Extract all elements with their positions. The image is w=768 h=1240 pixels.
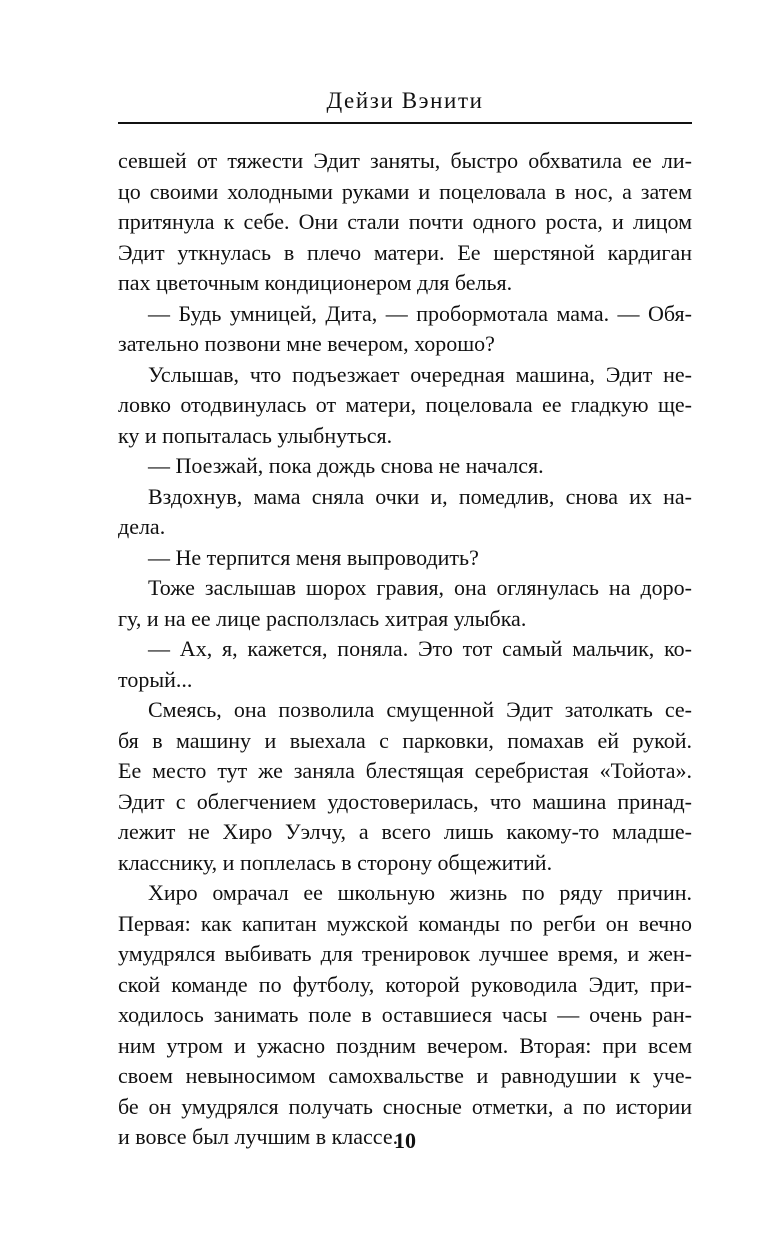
- text-line: — Будь умницей, Дита, — пробормотала мама. — Обя-: [148, 300, 692, 326]
- text-line: торый...: [118, 666, 193, 692]
- text-line: гу, и на ее лице расползлась хитрая улыбка.: [118, 605, 527, 631]
- body-text: [118, 146, 692, 1153]
- page-number: 10: [394, 1128, 416, 1153]
- text-line: Эдит с облегчением удостоверилась, что машина принад-: [118, 788, 692, 814]
- text-line: дела.: [118, 514, 166, 539]
- text-line: пах цветочным кондиционером для белья.: [118, 270, 513, 295]
- text-line: Первая: как капитан мужской команды по регби он вечно: [118, 910, 692, 936]
- text-line: и вовсе был лучшим в классе.: [118, 1124, 399, 1149]
- text-line: ходилось занимать поле в оставшиеся часы — очень ран-: [118, 1002, 692, 1027]
- text-line: цо своими холодными руками и поцеловала в нос, а затем: [118, 178, 692, 204]
- text-line: Услышав, что подъезжает очередная машина, Эдит не-: [148, 361, 692, 387]
- header-rule: [118, 122, 692, 124]
- text-line: Вздохнув, мама сняла очки и, помедлив, снова их на-: [148, 483, 692, 509]
- text-line: Смеясь, она позволила смущенной Эдит затолкать се-: [148, 697, 692, 722]
- text-line: — Ах, я, кажется, поняла. Это тот самый мальчик, ко-: [148, 636, 692, 661]
- text-line: — Не терпится меня выпроводить?: [148, 544, 479, 570]
- text-line: зательно позвони мне вечером, хорошо?: [118, 331, 495, 356]
- text-line: Ее место тут же заняла блестящая серебристая «Тойота».: [118, 758, 692, 783]
- text-line: ловко отодвинулась от матери, поцеловала ее гладкую ще-: [118, 392, 692, 417]
- text-line: лежит не Хиро Уэлчу, а всего лишь какому-то младше-: [118, 819, 692, 844]
- text-line: ним утром и ужасно поздним вечером. Вторая: при всем: [118, 1032, 692, 1058]
- text-line: бе он умудрялся получать сносные отметки, а по истории: [118, 1093, 692, 1119]
- text-line: своем невыносимом самохвальстве и равнодушии к уче-: [118, 1063, 692, 1088]
- text-line: Эдит уткнулась в плечо матери. Ее шерстяной кардиган: [118, 239, 692, 265]
- text-line: — Поезжай, пока дождь снова не начался.: [148, 453, 544, 478]
- text-line: ской команде по футболу, которой руководила Эдит, при-: [118, 971, 692, 997]
- text-line: ку и попыталась улыбнуться.: [118, 422, 393, 448]
- text-line: притянула к себе. Они стали почти одного роста, и лицом: [118, 209, 692, 234]
- text-line: севшей от тяжести Эдит заняты, быстро обхватила ее ли-: [118, 148, 692, 173]
- running-header-author: Дейзи Вэнити: [326, 88, 484, 113]
- text-line: Тоже заслышав шорох гравия, она оглянулась на доро-: [148, 575, 692, 600]
- text-line: Хиро омрачал ее школьную жизнь по ряду причин.: [148, 880, 692, 905]
- text-line: бя в машину и выехала с парковки, помахав ей рукой.: [118, 727, 692, 753]
- text-line: класснику, и поплелась в сторону общежитий.: [118, 849, 553, 875]
- text-line: умудрялся выбивать для тренировок лучшее время, и жен-: [118, 941, 692, 966]
